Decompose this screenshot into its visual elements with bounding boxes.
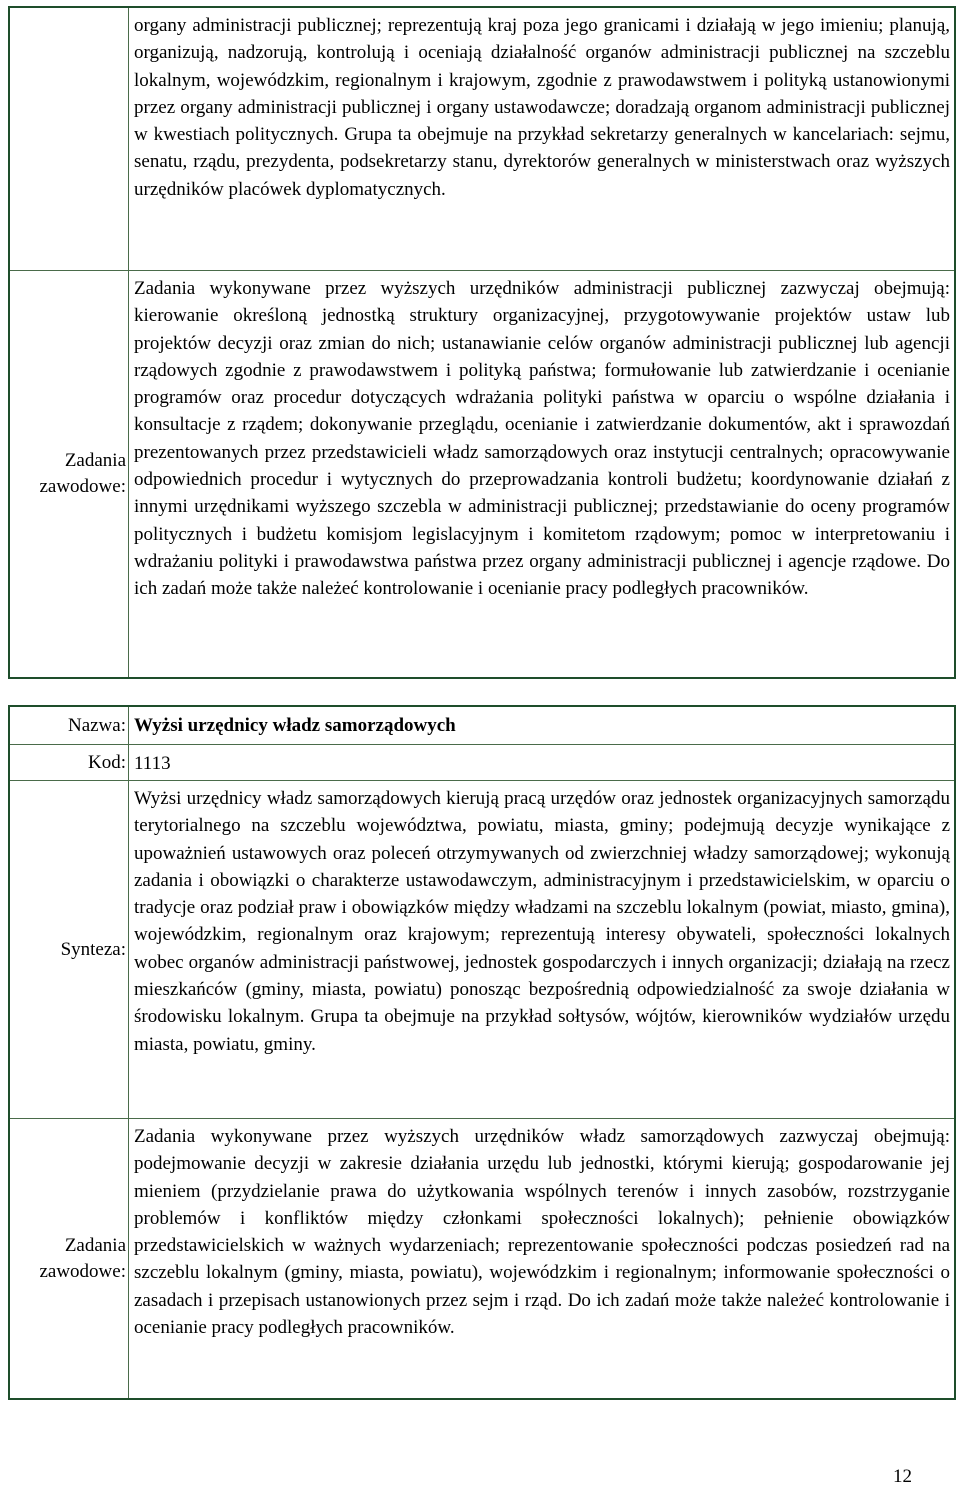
zadania-text-1113: Zadania wykonywane przez wyższych urzędników władz samorządowych zazwyczaj obejmują: podejmowanie decyzji w zakresie działania urzędu lub jednostki, którymi kierują; gospodarowanie jej mieniem (przydzielanie prawa do użytkowania wspólnych terenów i innych zasobów, rozstrzyganie problemów i konfliktów między członkami społeczności lokalnych); pełnienie obowiązków przedstawicielskich w ważnych wydarzeniach; reprezentowanie społeczności podczas posiedzeń rad na szczeblu lokalnym (gminy, miasta, powiatu), wojewódzkim i regionalnym; informowanie społeczności o zasadach i przepisach ustanowionych przez sejm i rząd. Do ich zadań może także należeć kontrolowanie i ocenianie pracy podległych pracowników. — [134, 1126, 950, 1339]
nazwa-row — [10, 707, 954, 744]
synteza-label: Synteza: — [60, 938, 126, 960]
nazwa-label: Nazwa: — [67, 714, 126, 736]
synteza-content-1113 — [128, 781, 954, 1118]
synteza-row — [10, 780, 954, 1118]
synteza-text-1113: Wyżsi urzędnicy władz samorządowych kierują pracą urzędów oraz jednostek organizacyjnych samorządu terytorialnego na szczeblu województwa, powiatu, miasta, gminy; podejmują decyzje wynikające z upoważnień ustawowych oraz poleceń otrzymywanych od zwierzchniej władzy samorządowej; wykonują zadania i obowiązki o charakterze ustawodawczym, administracyjnym i przedstawicielskim, w oparciu o tradycje oraz podział praw i obowiązków między władzami na szczeblu lokalnym (powiat, miasto, gmina), wojewódzkim, regionalnym oraz krajowym; reprezentują interesy obywateli, społeczności lokalnych wobec organów administracji państwowej, jednostek gospodarczych i innych organizacji; działają na rzecz mieszkańców (gminy, miasta, powiatu) ponosząc bezpośrednią odpowiedzialność za swoje działania w środowisku lokalnym. Grupa ta obejmuje na przykład sołtysów, wójtów, kierowników wydziałów urzędu miasta, powiatu, gminy. — [134, 788, 950, 1055]
synteza-text: organy administracji publicznej; reprezentują kraj poza jego granicami i działają w jego imieniu; planują, organizują, nadzorują, kontrolują i oceniają działalność organów administracji publicznej na szczeblu lokalnym, wojewódzkim, regionalnym i krajowym, zgodnie z prawodawstwem i polityką ustanowionymi przez organy administracji publicznej i organy ustawodawcze; doradzają organom administracji publicznej w kwestiach politycznych. Grupa ta obejmuje na przykład sekretarzy generalnych w kancelariach: sejmu, senatu, rządu, prezydenta, podsekretarzy stanu, dyrektorów generalnych w ministerstwach oraz wyższych urzędników placówek dyplomatycznych. — [134, 15, 950, 200]
occupation-table-1113 — [8, 705, 956, 1400]
occupation-name: Wyżsi urzędnicy władz samorządowych — [134, 715, 456, 736]
zadania-content-1113 — [128, 1119, 954, 1398]
zadania-label-1113: Zadania zawodowe: — [39, 1234, 126, 1282]
nazwa-content — [128, 707, 954, 744]
kod-content — [128, 745, 954, 780]
zadania-label: Zadania zawodowe: — [39, 450, 126, 497]
occupation-table-continued — [8, 6, 956, 679]
occupation-code: 1113 — [134, 753, 171, 774]
synteza-row-continued — [10, 8, 954, 270]
zadania-row-1113 — [10, 1118, 954, 1398]
zadania-row — [10, 270, 954, 677]
zadania-content — [128, 271, 954, 677]
synteza-label-empty — [10, 8, 128, 270]
kod-row — [10, 744, 954, 780]
page-number: 12 — [893, 1466, 912, 1487]
zadania-text: Zadania wykonywane przez wyższych urzędników administracji publicznej zazwyczaj obejmują: kierowanie określoną jednostką struktury organizacyjnej, przygotowywanie projektów ustaw lub projektów decyzji oraz zmian do nich; ustanawianie celów organów administracji publicznej lub agencji rządowych zgodnie z prawodawstwem i polityką państwa; formułowanie lub zatwierdzanie i ocenianie programów oraz procedur dotyczących wdrażania polityki państwa w oparciu o wspólne działania i konsultacje z rządem; dokonywanie przeglądu, ocenianie i zatwierdzanie dokumentów, akt i sprawozdań prezentowanych przez przedstawicieli władz samorządowych oraz instytucji centralnych; opracowywanie odpowiednich procedur i wytycznych do przeprowadzania kontroli budżetu; koordynowanie działań z innymi urzędnikami wyższego szczebla w administracji publicznej; przedstawianie do oceny programów politycznych i budżetu komisjom legislacyjnym i komitetom rządowym; pomoc w interpretowaniu i wdrażaniu polityki i prawodawstwa państwa przez organy administracji publicznej i agencje rządowe. Do ich zadań może także należeć kontrolowanie i ocenianie pracy podległych pracowników. — [134, 278, 950, 600]
kod-label: Kod: — [88, 751, 126, 773]
synteza-content — [128, 8, 954, 270]
